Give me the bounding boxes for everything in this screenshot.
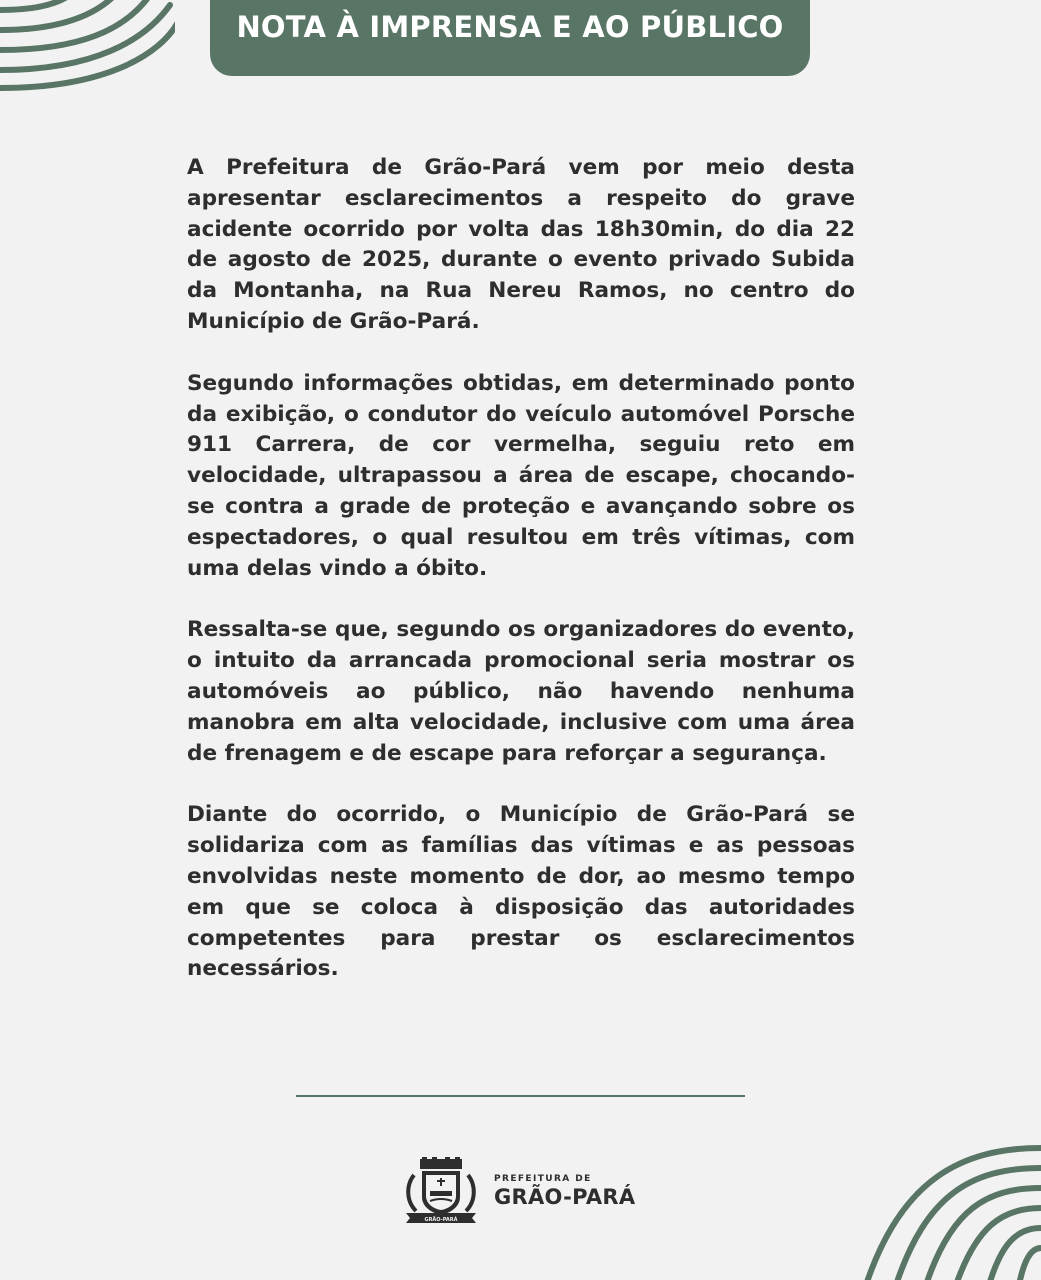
coat-of-arms-icon (404, 1157, 478, 1225)
svg-text:GRÃO-PARÁ: GRÃO-PARÁ (424, 1217, 458, 1223)
divider-line (296, 1095, 745, 1097)
header-banner (210, 0, 810, 76)
logo-wordmark (494, 1174, 635, 1209)
page-title: NOTA À IMPRENSA E AO PÚBLICO (236, 10, 784, 44)
logo-small-text: PREFEITURA DE (494, 1173, 592, 1184)
prefeitura-logo (404, 1157, 635, 1225)
note-body (187, 153, 855, 1016)
decorative-waves-bottom-right (841, 1140, 1041, 1280)
paragraph-organizers: Ressalta-se que, segundo os organizadores do evento, o intuito da arrancada promocional seria mostrar os automóveis ao público, não havendo nenhuma manobra em alta velocidade, inclusive com uma área de frenagem e de escape para reforçar a segurança. (187, 617, 855, 766)
paragraph-incident: Segundo informações obtidas, em determinado ponto da exibição, o condutor do veículo automóvel Porsche 911 Carrera, de cor vermelha, seguiu reto em velocidade, ultrapassou a área de escape, chocando-se contra a grade de proteção e avançando sobre os espectadores, o qual resultou em três vítimas, com uma delas vindo a óbito. (187, 370, 855, 581)
logo-big-text: GRÃO-PARÁ (494, 1184, 636, 1209)
paragraph-intro: A Prefeitura de Grão-Pará vem por meio desta apresentar esclarecimentos a respeito do grave acidente ocorrido por volta das 18h30min, do dia 22 de agosto de 2025, durante o evento privado Subida da Montanha, na Rua Nereu Ramos, no centro do Município de Grão-Pará. (187, 155, 855, 334)
decorative-waves-top-left (0, 0, 175, 95)
paragraph-solidarity: Diante do ocorrido, o Município de Grão-Pará se solidariza com as famílias das vítimas e as pessoas envolvidas neste momento de dor, ao mesmo tempo em que se coloca à disposição das autoridades competentes para prestar os esclarecimentos necessários. (187, 802, 855, 982)
